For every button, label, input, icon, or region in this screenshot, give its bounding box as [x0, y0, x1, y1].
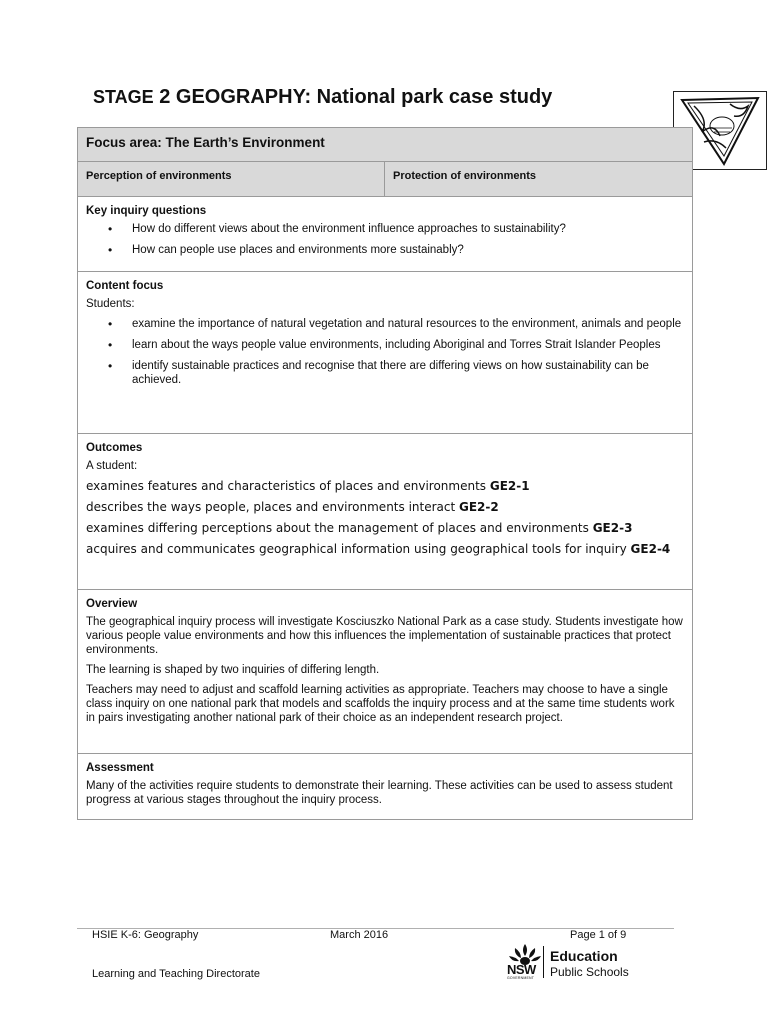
outcomes-heading: Outcomes: [86, 442, 143, 454]
assessment-text: Many of the activities require students to demonstrate their learning. These activities can be used to assess student progress at various stages throughout the inquiry process.: [86, 780, 673, 806]
outcomes-intro: A student:: [86, 460, 138, 472]
title-rest: 2 GEOGRAPHY: National park case study: [153, 86, 553, 108]
list-item: • identify sustainable practices and recognise that there are differing views on how sustainability can be achieved.: [132, 359, 684, 387]
overview-paragraph: Teachers may need to adjust and scaffold learning activities as appropriate. Teachers may choose to have a single class inquiry on one national park that models and scaffolds the inquiry process and at the same time students work in pairs investigating another national park of their choice as an independent research project.: [86, 684, 675, 724]
key-inquiry-heading: Key inquiry questions: [86, 205, 207, 217]
list-item: • examine the importance of natural vegetation and natural resources to the environment, animals and people: [132, 317, 684, 331]
unit-table: [77, 127, 693, 820]
footer-course: HSIE K-6: Geography: [92, 929, 199, 941]
logo-divider: [543, 946, 544, 978]
footer-date: March 2016: [330, 929, 389, 941]
assessment-heading: Assessment: [86, 762, 154, 774]
outcome-code: GE2-2: [459, 500, 499, 514]
government-wordmark: GOVERNMENT: [507, 976, 535, 980]
overview-paragraph: The geographical inquiry process will investigate Kosciuszko National Park as a case study. Students investigate how various people value environments and how this influences the implementation of sustainable practices that protect environments.: [86, 616, 683, 656]
perception-column: Perception of environments: [78, 162, 385, 197]
nsw-wordmark: NSW: [507, 962, 536, 977]
outcome-code: GE2-1: [489, 479, 530, 493]
footer-directorate: Learning and Teaching Directorate: [92, 968, 260, 980]
content-focus-list: [86, 317, 684, 387]
outcome-text: acquires and communicates geographical information using geographical tools for inquiry: [86, 542, 631, 556]
footer-page-number: Page 1 of 9: [570, 929, 627, 941]
page-title: [93, 86, 552, 109]
list-item: • How can people use places and environments more sustainably?: [132, 243, 684, 257]
outcomes-section: [78, 434, 693, 590]
list-item: • How do different views about the environment influence approaches to sustainability?: [132, 222, 684, 236]
assessment-section: [78, 754, 693, 820]
content-focus-intro: Students:: [86, 298, 135, 310]
overview-section: [78, 590, 693, 754]
outcome-item: [86, 479, 684, 494]
outcome-item: [86, 542, 684, 557]
education-wordmark: Education: [550, 948, 618, 964]
key-inquiry-section: [78, 197, 693, 272]
outcome-item: [86, 500, 684, 515]
content-focus-heading: Content focus: [86, 280, 164, 292]
outcome-code: GE2-3: [592, 521, 633, 535]
outcome-code: GE2-4: [630, 542, 671, 556]
content-focus-section: [78, 272, 693, 434]
outcome-text: describes the ways people, places and environments interact: [86, 500, 459, 514]
title-stage: STAGE: [93, 87, 154, 107]
protection-column: Protection of environments: [385, 162, 693, 197]
overview-heading: Overview: [86, 598, 138, 610]
nsw-education-logo: [505, 942, 645, 982]
public-schools-wordmark: Public Schools: [550, 965, 629, 979]
curriculum-document: [77, 127, 692, 820]
outcome-text: examines features and characteristics of places and environments: [86, 479, 490, 493]
key-inquiry-list: [86, 222, 684, 257]
list-item: • learn about the ways people value environments, including Aboriginal and Torres Strait Islander Peoples: [132, 338, 684, 352]
outcome-text: examines differing perceptions about the management of places and environments: [86, 521, 593, 535]
outcome-item: [86, 521, 684, 536]
overview-paragraph: The learning is shaped by two inquiries of differing length.: [86, 664, 380, 676]
focus-area-header: Focus area: The Earth’s Environment: [78, 128, 693, 162]
